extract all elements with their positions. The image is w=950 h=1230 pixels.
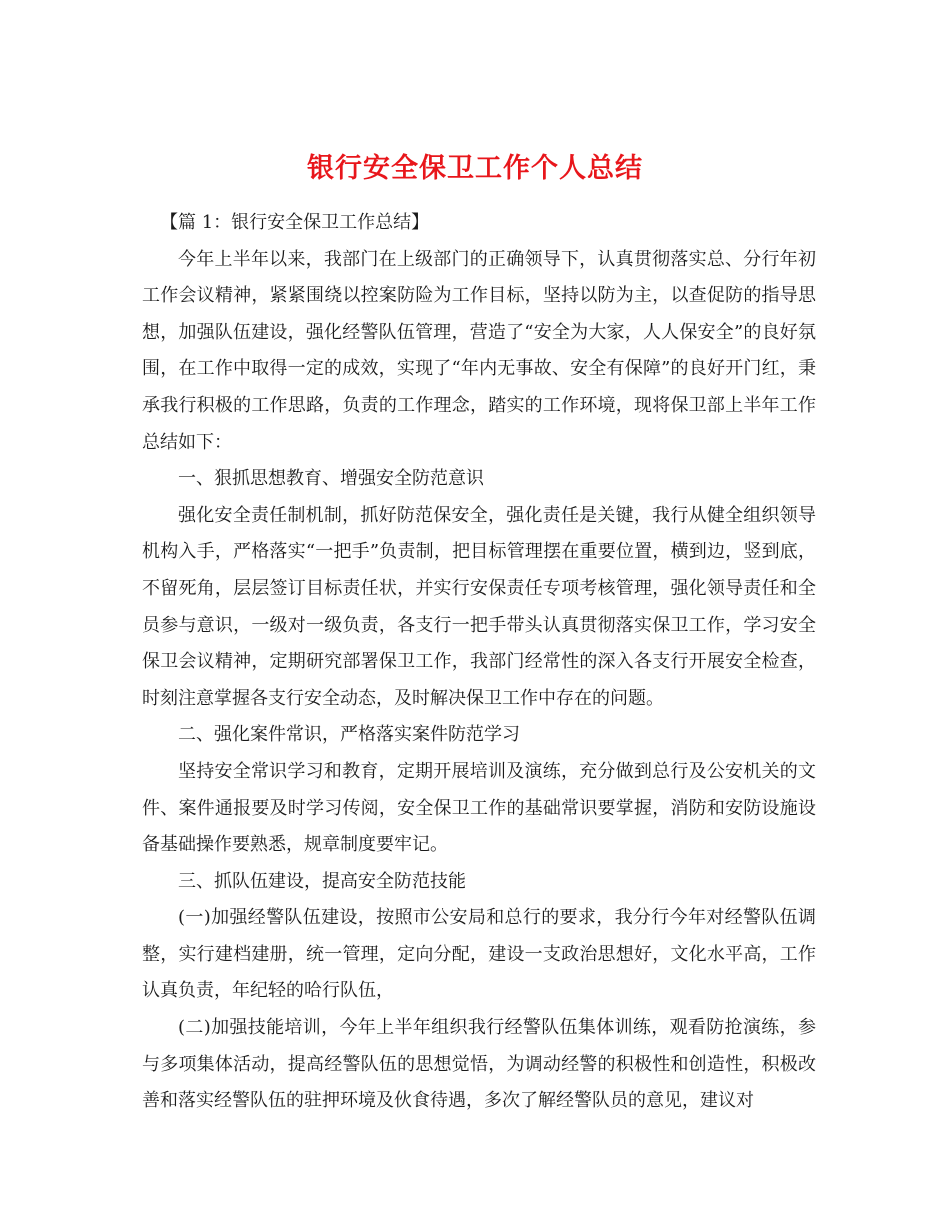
document-body	[142, 205, 816, 1120]
section-heading-1: 一、狠抓思想教育、增强安全防范意识	[178, 468, 484, 490]
paragraph-skills-training: (二)加强技能培训，今年上半年组织我行经警队伍集体训练，观看防抢演练，参与多项集体活动，提高经警队伍的思想觉悟，为调动经警的积极性和创造性，积极改善和落实经警队伍的驻押环境及伙食待遇，多次了解经警队员的意见，建议对	[142, 1017, 816, 1112]
paragraph-responsibility: 强化安全责任制机制，抓好防范保安全，强化责任是关键，我行从健全组织领导机构入手，严格落实“一把手”负责制，把目标管理摆在重要位置，横到边，竖到底，不留死角，层层签订目标责任状，并实行安保责任专项考核管理，强化领导责任和全员参与意识，一级对一级负责，各支行一把手带头认真贯彻落实保卫工作，学习安全保卫会议精神，定期研究部署保卫工作，我部门经常性的深入各支行开展安全检查，时刻注意掌握各支行安全动态，及时解决保卫工作中存在的问题。	[142, 504, 816, 709]
document-title: 银行安全保卫工作个人总结	[307, 153, 643, 185]
section-heading-chapter-1: 【篇 1：银行安全保卫工作总结】	[160, 212, 430, 233]
paragraph-team-building: (一)加强经警队伍建设，按照市公安局和总行的要求，我分行今年对经警队伍调整，实行建档建册，统一管理，定向分配，建设一支政治思想好，文化水平高，工作认真负责，年纪轻的哈行队伍，	[142, 907, 816, 1002]
section-heading-3: 三、抓队伍建设，提高安全防范技能	[178, 870, 466, 892]
section-heading-2: 二、强化案件常识，严格落实案件防范学习	[178, 724, 520, 746]
paragraph-intro: 今年上半年以来，我部门在上级部门的正确领导下，认真贯彻落实总、分行年初工作会议精神，紧紧围绕以控案防险为工作目标，坚持以防为主，以查促防的指导思想，加强队伍建设，强化经警队伍管理，营造了“安全为大家，人人保安全”的良好氛围，在工作中取得一定的成效，实现了“年内无事故、安全有保障”的良好开门红，秉承我行积极的工作思路，负责的工作理念，踏实的工作环境，现将保卫部上半年工作总结如下：	[142, 248, 816, 453]
paragraph-training: 坚持安全常识学习和教育，定期开展培训及演练，充分做到总行及公安机关的文件、案件通报要及时学习传阅，安全保卫工作的基础常识要掌握，消防和安防设施设备基础操作要熟悉，规章制度要牢记。	[142, 760, 816, 856]
